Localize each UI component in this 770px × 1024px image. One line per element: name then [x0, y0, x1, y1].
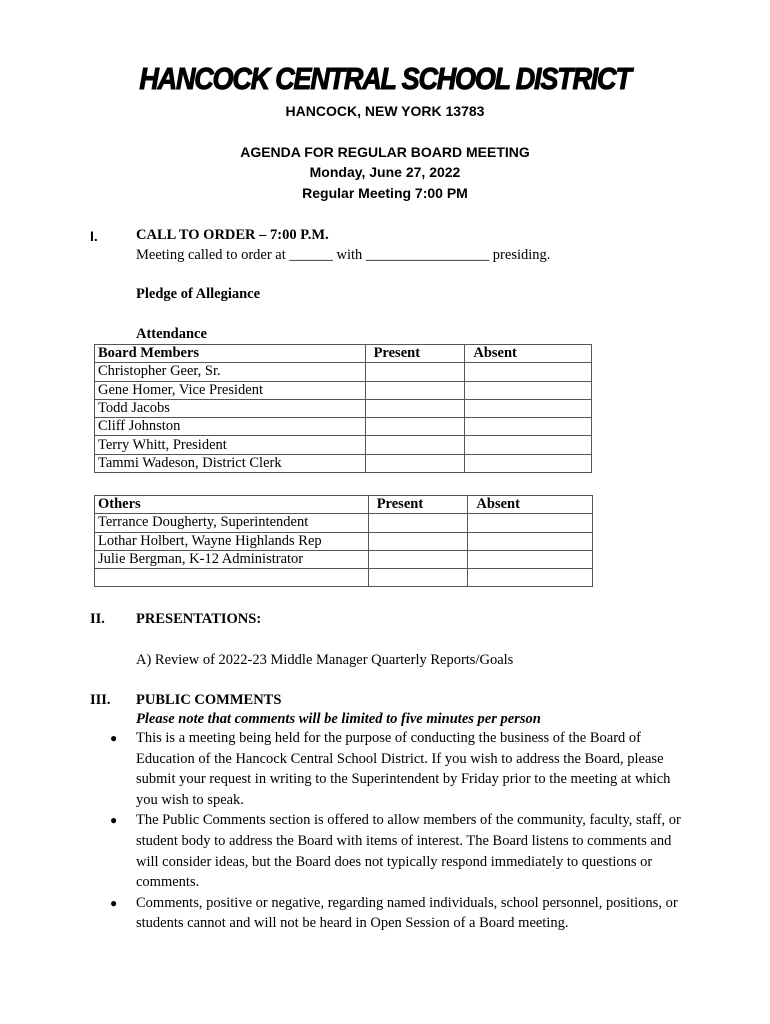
- absent-cell[interactable]: [465, 381, 592, 399]
- table-row: [95, 514, 593, 532]
- present-cell[interactable]: [365, 399, 465, 417]
- agenda-title: AGENDA FOR REGULAR BOARD MEETING: [240, 144, 530, 160]
- absent-cell[interactable]: [465, 418, 592, 436]
- table-header-row: [95, 345, 592, 363]
- attendee-name: [95, 569, 369, 587]
- table-row: [95, 436, 592, 454]
- absent-cell[interactable]: [465, 436, 592, 454]
- column-header: Absent: [465, 345, 592, 363]
- section-title-public-comments: PUBLIC COMMENTS: [136, 692, 282, 708]
- meeting-date: Monday, June 27, 2022: [309, 164, 461, 180]
- absent-cell[interactable]: [465, 399, 592, 417]
- present-cell[interactable]: [368, 532, 468, 550]
- bullet-icon: ●: [110, 731, 118, 745]
- member-name: Tammi Wadeson, District Clerk: [95, 454, 366, 472]
- table-row: [95, 381, 592, 399]
- member-name: Gene Homer, Vice President: [95, 381, 366, 399]
- absent-cell[interactable]: [468, 514, 593, 532]
- bullet-icon: ●: [110, 895, 118, 910]
- meeting-time: Regular Meeting 7:00 PM: [302, 185, 468, 201]
- member-name: Terry Whitt, President: [95, 436, 366, 454]
- present-cell[interactable]: [365, 363, 465, 381]
- pledge-of-allegiance: Pledge of Allegiance: [136, 286, 261, 302]
- member-name: Cliff Johnston: [95, 418, 366, 436]
- column-header: Absent: [468, 496, 593, 514]
- list-item: [110, 893, 690, 934]
- table-row: [95, 418, 592, 436]
- table-row: [95, 550, 593, 568]
- column-header: Others: [95, 496, 369, 514]
- attendee-name: Lothar Holbert, Wayne Highlands Rep: [95, 532, 369, 550]
- list-item: [110, 728, 690, 810]
- attendee-name: Julie Bergman, K-12 Administrator: [95, 550, 369, 568]
- member-name: Christopher Geer, Sr.: [95, 363, 366, 381]
- section-numeral: III.: [90, 692, 111, 708]
- member-name: Todd Jacobs: [95, 399, 366, 417]
- bullet-text: Comments, positive or negative, regarding named individuals, school personnel, positions, or students cannot and will not be heard in Open Session of a Board meeting.: [136, 894, 678, 932]
- present-cell[interactable]: [365, 436, 465, 454]
- absent-cell[interactable]: [465, 363, 592, 381]
- table-row: [95, 454, 592, 472]
- present-cell[interactable]: [368, 550, 468, 568]
- section-title-presentations: PRESENTATIONS:: [136, 611, 262, 627]
- table-row: [95, 399, 592, 417]
- board-attendance-table: [94, 344, 592, 473]
- bullet-text: The Public Comments section is offered to allow members of the community, faculty, staff, or student body to address the Board with items of interest. The Board listens to comments and will consider ideas, but the Board does not typically respond immediately to questions or comments.: [136, 812, 681, 891]
- call-to-order-line: Meeting called to order at ______ with _________________ presiding.: [136, 247, 551, 263]
- public-comments-note: Please note that comments will be limited to five minutes per person: [136, 711, 541, 727]
- absent-cell[interactable]: [465, 454, 592, 472]
- column-header: Board Members: [95, 345, 366, 363]
- absent-cell[interactable]: [468, 569, 593, 587]
- presentation-item: A) Review of 2022-23 Middle Manager Quarterly Reports/Goals: [136, 652, 514, 668]
- attendance-label: Attendance: [136, 326, 207, 342]
- present-cell[interactable]: [368, 569, 468, 587]
- district-title: HANCOCK CENTRAL SCHOOL DISTRICT: [139, 62, 631, 96]
- bullet-text: This is a meeting being held for the purpose of conducting the business of the Board of Education of the Hancock Central School District. If you wish to address the Board, please submit your request in writing to the Superintendent by Friday prior to the meeting at which you wish to speak.: [136, 730, 671, 808]
- district-address: HANCOCK, NEW YORK 13783: [285, 103, 485, 119]
- table-header-row: [95, 496, 593, 514]
- section-title-call-to-order: CALL TO ORDER – 7:00 P.M.: [136, 227, 329, 243]
- absent-cell[interactable]: [468, 550, 593, 568]
- present-cell[interactable]: [365, 454, 465, 472]
- column-header: Present: [365, 345, 465, 363]
- table-row: [95, 569, 593, 587]
- bullet-icon: ●: [110, 813, 118, 828]
- section-numeral: I.: [90, 228, 98, 244]
- attendee-name: Terrance Dougherty, Superintendent: [95, 514, 369, 532]
- public-comments-list: [110, 728, 690, 934]
- present-cell[interactable]: [365, 418, 465, 436]
- others-attendance-table: [94, 495, 593, 587]
- present-cell[interactable]: [368, 514, 468, 532]
- table-row: [95, 363, 592, 381]
- table-row: [95, 532, 593, 550]
- section-numeral: II.: [90, 611, 105, 627]
- present-cell[interactable]: [365, 381, 465, 399]
- list-item: [110, 810, 690, 892]
- column-header: Present: [368, 496, 468, 514]
- absent-cell[interactable]: [468, 532, 593, 550]
